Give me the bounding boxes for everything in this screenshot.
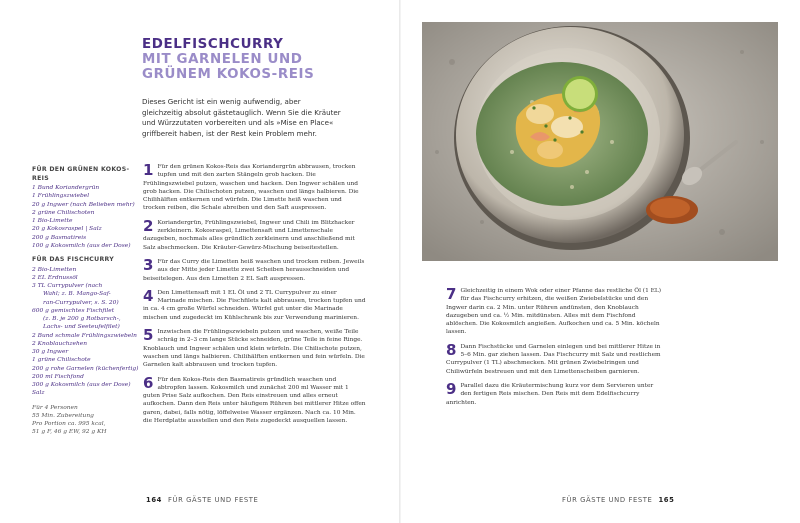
ingredient-item: 100 g Kokosmilch (aus der Dose) (32, 242, 131, 249)
ingredient-item: 200 ml Fischfond (32, 373, 84, 380)
step-7 (446, 287, 666, 337)
title-line-3: GRÜNEM KOKOS-REIS (142, 67, 315, 82)
recipe-nutrition: Pro Portion ca. 995 kcal, (32, 421, 106, 427)
step-text: Den Limettensaft mit 1 EL Öl und 2 TL Currypulver zu einer Marinade mischen. Die Fischfilets kalt abbrausen, trocken tupfen und in ca. 4 cm große Würfel schneiden. Würfel gut unter die Marinade mischen und zugedeckt im Kühlschrank bis zur Verwendung marinieren. (143, 289, 366, 321)
step-1 (143, 163, 366, 213)
ingredient-item: Lachs- und Seeteufelfilet) (43, 324, 120, 331)
ingredient-item: 2 EL Erdnussöl (32, 274, 78, 281)
step-text: Dann Fischstücke und Garnelen einlegen und bei mittlerer Hitze in 5–6 Min. gar ziehen lassen. Das Fischcurry mit Salz und restlichem Currypulver (1 TL) abschmecken. Mit grünen Zwiebelringen und Chiliwürfeln bestreuen und mit den Limettenscheiben garnieren. (446, 343, 661, 375)
ingredient-item: 30 g Ingwer (32, 349, 69, 355)
step-number: 3 (143, 255, 154, 274)
footer-left (146, 496, 258, 504)
dish-photo-icon (422, 22, 778, 261)
ingredient-item: Wahl; z. B. Mango-Saf- (43, 291, 111, 298)
step-text: Koriandergrün, Frühlingszwiebel, Ingwer und Chili im Blitzhacker zerkleinern. Kokosraspel, Limettensaft und Limettenschale dazugeben, nochmals alles gründlich zerkleinern und anschließend mit Salz abschmecken. Die Kräuter-Gewürz-Mischung beiseitestellen. (143, 219, 355, 251)
ingredient-item: 3 TL Currypulver (nach (32, 283, 103, 289)
ingredient-item: 2 Bund schmale Frühlingszwiebeln (32, 332, 137, 339)
page-number-right: 165 (658, 496, 675, 504)
step-number: 4 (143, 286, 154, 305)
ingredients-heading-rice: FÜR DEN GRÜNEN KOKOS-REIS (32, 166, 130, 182)
step-text: Gleichzeitig in einem Wok oder einer Pfanne das restliche Öl (1 EL) für das Fischcurry erhitzen, die weißen Zwiebelstücke und den Ingwer darin ca. 2 Min. unter Rühren andünsten, den Knoblauch dazugeben und ca. ½ Min. mitdünsten. Alles mit dem Fischfond ablöschen. Die Kokosmilch angießen. Aufkochen und ca. 5 Min. köcheln lassen. (446, 288, 662, 336)
ingredient-item: Salz (32, 390, 45, 397)
recipe-servings: Für 4 Personen (32, 404, 78, 411)
recipe-nutrition-detail: 51 g F, 46 g EW, 92 g KH (32, 429, 107, 436)
ingredient-item: 20 g Ingwer (nach Belieben mehr) (32, 201, 135, 208)
ingredient-item: 200 g rohe Garnelen (küchenfertig) (32, 365, 139, 372)
steps-left-column (143, 163, 366, 431)
step-4 (143, 286, 366, 322)
recipe-intro: Dieses Gericht ist ein wenig aufwendig, aber gleichzeitig absolut gästetauglich. Wenn Sie die Kräuter und Würzzutaten vorbereiten und als »Mise en Place« griffbereit haben, ist der Rest kein Problem mehr. (142, 97, 341, 138)
ingredient-item: 300 g Kokosmilch (aus der Dose) (32, 382, 131, 388)
footer-right (562, 496, 674, 504)
ingredient-item: (z. B. je 200 g Rotbarsch-, (43, 316, 121, 322)
recipe-title (142, 37, 382, 82)
footer-label-right: FÜR GÄSTE UND FESTE (562, 496, 653, 504)
page-number-left: 164 (146, 496, 162, 504)
step-number: 7 (446, 285, 457, 303)
footer-label-left: FÜR GÄSTE UND FESTE (168, 496, 259, 504)
step-number: 1 (143, 161, 154, 179)
book-gutter (399, 0, 401, 523)
step-number: 9 (446, 379, 457, 398)
step-text: Inzwischen die Frühlingszwiebeln putzen und waschen, weiße Teile schräg in 2–3 cm lange Stücke schneiden, grüne Teile in feine Ringe. Knoblauch und Ingwer schälen und klein würfeln. Die Chilischote putzen, waschen und längs halbieren. Chilihälften entkernen und fein würfeln. Die Garnelen kalt abbrausen und trocken tupfen. (143, 329, 365, 369)
ingredient-item: 2 Knoblauchzehen (32, 340, 88, 347)
title-line-2: MIT GARNELEN UND (142, 52, 303, 67)
step-9 (446, 379, 666, 407)
ingredient-item: 20 g Kokosraspel | Salz (32, 226, 102, 233)
curry-ingredients (32, 266, 140, 398)
ingredient-item: 2 grüne Chilischoten (32, 209, 95, 216)
ingredient-item: 1 Bio-Limette (32, 218, 73, 224)
step-3 (143, 255, 366, 283)
steps-right-column (446, 287, 666, 413)
ingredient-item: 600 g gemischtes Fischfilet (32, 307, 115, 314)
ingredient-item: 2 Bio-Limetten (32, 266, 77, 273)
step-number: 8 (446, 340, 457, 359)
step-text: Parallel dazu die Kräutermischung kurz vor dem Servieren unter den fertigen Reis mischen. Den Reis mit dem Edelfischcurry anrichten. (446, 382, 654, 406)
recipe-time: 55 Min. Zubereitung (32, 412, 94, 419)
step-5 (143, 328, 366, 369)
ingredient-item: 1 Bund Koriandergrün (32, 185, 100, 191)
title-line-1: EDELFISCHCURRY (142, 37, 284, 52)
step-number: 6 (143, 373, 154, 392)
ingredients-heading-curry: FÜR DAS FISCHCURRY (32, 256, 115, 263)
step-8 (446, 340, 666, 376)
ingredient-item: 1 Frühlingszwiebel (32, 193, 90, 200)
ingredient-item: 1 grüne Chilischote (32, 357, 91, 364)
ingredient-item: ran-Currypulver, s. S. 20) (43, 299, 119, 306)
step-6 (143, 373, 366, 426)
step-number: 5 (143, 326, 154, 345)
step-text: Für den grünen Kokos-Reis das Koriandergrün abbrausen, trocken tupfen und mit den zarten Stängeln grob hacken. Die Frühlingszwiebel putzen, waschen und hacken. Den Ingwer schälen und grob hacken. Die Chilischoten putzen, waschen und längs halbieren. Die Chilihälften entkernen und würfeln. Die Limette heiß waschen und trocken reiben, die Schale abreiben und den Saft auspressen. (143, 164, 359, 212)
step-number: 2 (143, 216, 154, 235)
ingredients-list (32, 166, 140, 437)
step-2 (143, 216, 366, 252)
ingredient-item: 200 g Basmatireis (32, 234, 87, 241)
step-text: Für das Curry die Limetten heiß waschen und trocken reiben. Jeweils aus der Mitte jeder Limette zwei Scheiben herausschneiden und beiseitelegen. Aus den Limetten 2 EL Saft auspressen. (143, 258, 365, 282)
dish-photo (422, 22, 778, 261)
step-text: Für den Kokos-Reis den Basmatireis gründlich waschen und abtropfen lassen. Kokosmilch und zunächst 200 ml Wasser mit 1 guten Prise Salz aufkochen. Den Reis einstreuen und alles erneut aufkochen. Dann den Reis unter häufigem Rühren bei mittlerer Hitze offen garen, dabei, falls nötig, löffelweise Wasser ergänzen. Nach ca. 10 Min. die Herdplatte ausstellen und den Reis zugedeckt ausquellen lassen. (143, 376, 366, 425)
